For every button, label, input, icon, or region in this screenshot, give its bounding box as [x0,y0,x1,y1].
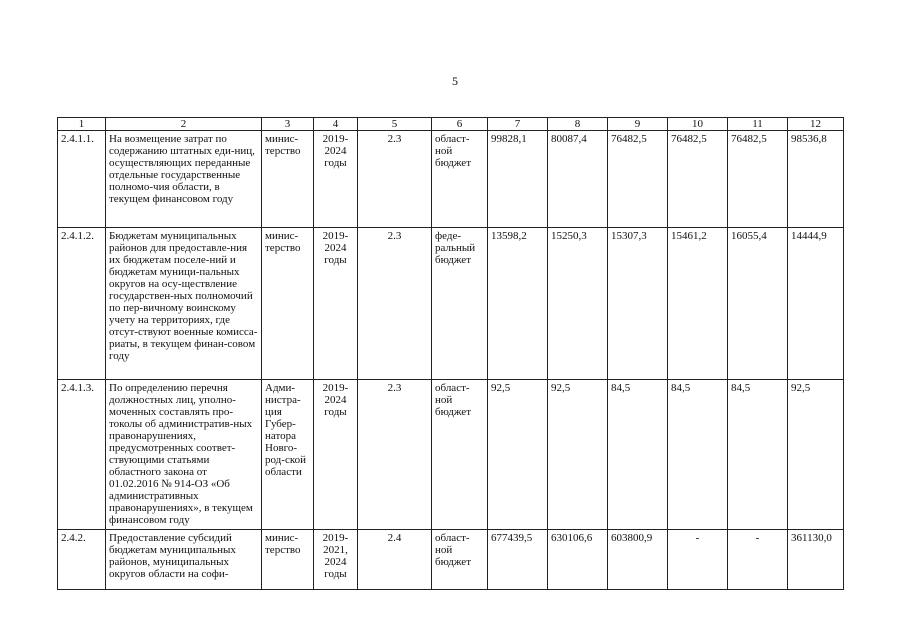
row-executor: минис-терство [262,530,314,590]
row-indicator: 2.4 [358,530,432,590]
column-header: 4 [314,118,358,131]
row-indicator: 2.3 [358,380,432,530]
row-value-11: - [728,530,788,590]
row-value-9: 76482,5 [608,131,668,228]
table-row [58,380,844,530]
column-header: 11 [728,118,788,131]
row-value-7: 99828,1 [488,131,548,228]
row-value-9: 15307,3 [608,228,668,380]
column-header: 2 [106,118,262,131]
column-header: 6 [432,118,488,131]
page-number: 5 [452,74,458,88]
row-number: 2.4.1.1. [58,131,106,228]
row-value-12: 98536,8 [788,131,844,228]
row-value-10: 84,5 [668,380,728,530]
column-header: 9 [608,118,668,131]
column-header: 3 [262,118,314,131]
row-value-9: 84,5 [608,380,668,530]
row-period: 2019-2021, 2024 годы [314,530,358,590]
row-value-8: 630106,6 [548,530,608,590]
row-value-12: 14444,9 [788,228,844,380]
table-row [58,530,844,590]
row-value-11: 16055,4 [728,228,788,380]
row-value-10: - [668,530,728,590]
table-row [58,131,844,228]
row-period: 2019-2024 годы [314,380,358,530]
row-funding-source: област-ной бюджет [432,131,488,228]
row-value-12: 92,5 [788,380,844,530]
column-header: 7 [488,118,548,131]
table-row [58,228,844,380]
row-value-12: 361130,0 [788,530,844,590]
row-value-8: 15250,3 [548,228,608,380]
row-period: 2019-2024 годы [314,228,358,380]
row-executor: минис-терство [262,131,314,228]
column-header: 1 [58,118,106,131]
column-header: 12 [788,118,844,131]
row-value-7: 92,5 [488,380,548,530]
row-description: Бюджетам муниципальных районов для предоставле-ния их бюджетам поселе-ний и бюджетам муници-пальных округов на осу-ществление государствен-ных полномочий по пер-вичному воинскому учету на территориях, где отсут-ствуют военные комисса-риаты, в текущем финан-совом году [106,228,262,380]
row-number: 2.4.1.3. [58,380,106,530]
column-number-header [58,118,844,131]
row-value-11: 76482,5 [728,131,788,228]
row-period: 2019-2024 годы [314,131,358,228]
row-number: 2.4.1.2. [58,228,106,380]
row-value-9: 603800,9 [608,530,668,590]
column-header: 10 [668,118,728,131]
row-funding-source: феде-ральный бюджет [432,228,488,380]
row-description: Предоставление субсидий бюджетам муниципальных районов, муниципальных округов области на софи- [106,530,262,590]
row-value-7: 13598,2 [488,228,548,380]
row-number: 2.4.2. [58,530,106,590]
row-description: По определению перечня должностных лиц, уполно-моченных составлять про-токолы об административ-ных правонарушениях, предусмотренных соответ-ствующими статьями областного закона от 01.02.2016 № 914-ОЗ «Об административных правонарушениях», в текущем финансовом году [106,380,262,530]
row-value-10: 76482,5 [668,131,728,228]
row-executor: минис-терство [262,228,314,380]
row-value-8: 80087,4 [548,131,608,228]
row-value-11: 84,5 [728,380,788,530]
row-value-8: 92,5 [548,380,608,530]
row-funding-source: област-ной бюджет [432,380,488,530]
row-description: На возмещение затрат по содержанию штатных еди-ниц, осуществляющих переданные отдельные государственные полномо-чия области, в текущем финансовом году [106,131,262,228]
budget-table [57,117,844,590]
column-header: 5 [358,118,432,131]
row-value-10: 15461,2 [668,228,728,380]
row-executor: Адми-нистра-ция Губер-натора Новго-род-ской области [262,380,314,530]
column-header: 8 [548,118,608,131]
row-indicator: 2.3 [358,131,432,228]
row-value-7: 677439,5 [488,530,548,590]
row-indicator: 2.3 [358,228,432,380]
row-funding-source: област-ной бюджет [432,530,488,590]
